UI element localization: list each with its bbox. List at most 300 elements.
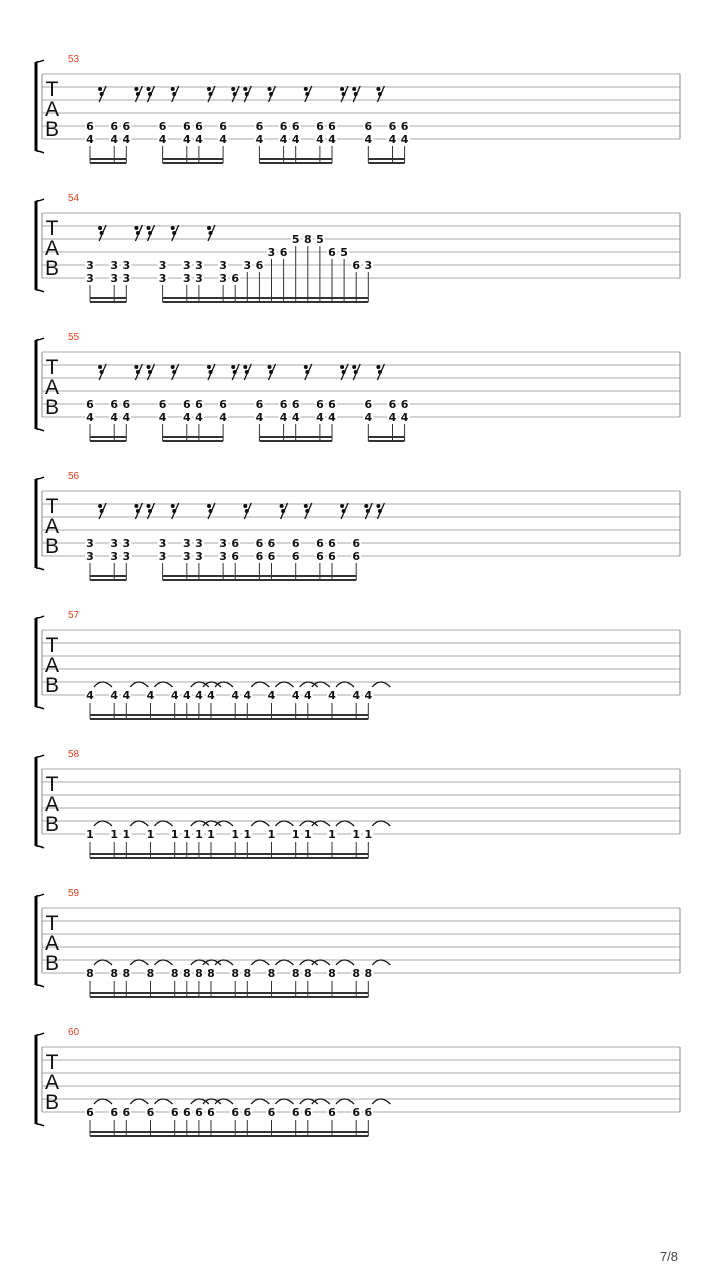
tab-clef-letter: T [45,912,59,935]
fret-number: 6 [86,120,94,133]
fret-number: 3 [158,259,167,272]
tie-arc [372,682,390,687]
tab-clef-letter: A [44,932,60,955]
rest-dot [134,365,138,369]
rest-dot [207,504,211,508]
tab-system [36,888,680,997]
fret-number: 6 [364,398,373,411]
fret-number: 3 [182,272,191,285]
tab-clef-letter: T [45,356,59,379]
rest-dot [147,504,151,508]
fret-number: 6 [182,1106,191,1119]
fret-number: 8 [207,967,215,980]
fret-number: 6 [86,1106,94,1119]
fret-number: 6 [388,120,397,133]
fret-number: 6 [279,120,288,133]
fret-number: 3 [182,537,191,550]
tie-arc [130,821,148,826]
fret-number: 4 [182,133,191,146]
fret-number: 4 [291,689,300,702]
fret-number: 4 [255,133,264,146]
tie-arc [336,821,354,826]
tab-clef-letter: T [45,773,59,796]
fret-number: 3 [110,259,119,272]
rest-dot [171,87,175,91]
tie-arc [372,960,390,965]
fret-number: 6 [328,550,336,563]
rest-dot [340,87,344,91]
rest-dot [100,92,104,96]
fret-number: 6 [279,246,288,259]
fret-number: 6 [122,1106,131,1119]
tie-arc [130,682,148,687]
fret-number: 4 [195,689,203,702]
tie-arc [372,1099,390,1104]
fret-number: 1 [352,828,361,841]
rest-dot [134,226,138,230]
fret-number: 6 [219,398,227,411]
fret-number: 1 [328,828,336,841]
fret-number: 8 [182,967,191,980]
rest-dot [376,504,380,508]
fret-number: 4 [243,689,252,702]
fret-number: 4 [86,133,94,146]
fret-number: 3 [86,537,94,550]
rest-dot [136,231,140,235]
rest-dot [354,370,358,374]
fret-number: 6 [255,537,264,550]
fret-number: 1 [303,828,312,841]
tab-clef-letter: T [45,1051,59,1074]
fret-number: 4 [122,689,131,702]
fret-number: 3 [158,550,167,563]
fret-number: 3 [110,537,119,550]
rest-dot [376,87,380,91]
rest-dot [100,509,104,513]
fret-number: 4 [328,689,336,702]
rest-dot [340,365,344,369]
fret-number: 3 [122,550,131,563]
rest-dot [364,504,368,508]
tie-arc [276,960,294,965]
fret-number: 4 [364,411,373,424]
tab-system [36,332,680,441]
rest-dot [148,92,152,96]
tie-arc [312,960,330,965]
rest-dot [231,365,235,369]
tab-system [36,610,680,719]
tie-arc [130,1099,148,1104]
fret-number: 6 [364,120,373,133]
rest-dot [98,87,102,91]
fret-number: 6 [328,120,336,133]
fret-number: 6 [231,1106,240,1119]
fret-number: 6 [316,120,324,133]
tie-arc [336,682,354,687]
fret-number: 6 [219,120,227,133]
tie-arc [251,682,269,687]
tie-arc [215,1099,233,1104]
fret-number: 6 [352,537,361,550]
rest-dot [147,87,151,91]
fret-number: 4 [122,133,131,146]
fret-number: 6 [195,398,203,411]
tie-arc [276,1099,294,1104]
rest-dot [268,365,272,369]
fret-number: 6 [110,1106,119,1119]
fret-number: 4 [219,411,227,424]
measure-number: 56 [68,471,80,482]
fret-number: 4 [255,411,264,424]
tie-arc [130,960,148,965]
fret-number: 6 [122,120,131,133]
rest-dot [352,87,356,91]
rest-dot [378,370,382,374]
fret-number: 4 [86,411,94,424]
rest-dot [98,365,102,369]
rest-dot [243,365,247,369]
fret-number: 6 [400,398,409,411]
fret-number: 4 [303,689,312,702]
rest-dot [245,509,249,513]
fret-number: 6 [316,398,324,411]
fret-number: 8 [195,967,203,980]
fret-number: 8 [291,967,300,980]
fret-number: 3 [195,550,203,563]
rest-dot [233,92,237,96]
tie-arc [372,821,390,826]
fret-number: 4 [110,133,119,146]
fret-number: 3 [182,550,191,563]
rest-dot [136,370,140,374]
measure-number: 58 [68,749,80,760]
fret-number: 6 [328,398,336,411]
fret-number: 4 [182,689,191,702]
fret-number: 3 [195,272,203,285]
rest-dot [172,370,176,374]
fret-number: 4 [291,133,300,146]
rest-dot [281,509,285,513]
fret-number: 1 [195,828,203,841]
tie-arc [312,682,330,687]
measure-number: 57 [68,610,80,621]
rest-dot [340,504,344,508]
rest-dot [269,92,273,96]
rest-dot [209,231,213,235]
tab-clef-letter: A [44,654,60,677]
rest-dot [134,504,138,508]
fret-number: 6 [255,550,264,563]
fret-number: 6 [328,1106,336,1119]
fret-number: 3 [182,259,191,272]
tab-clef-letter: A [44,1071,60,1094]
fret-number: 4 [279,133,288,146]
rest-dot [148,509,152,513]
fret-number: 6 [231,537,240,550]
rest-dot [136,92,140,96]
fret-number: 4 [328,411,336,424]
rest-dot [171,365,175,369]
rest-dot [305,370,309,374]
rest-dot [148,231,152,235]
fret-number: 4 [195,411,203,424]
fret-number: 6 [291,537,300,550]
rest-dot [207,365,211,369]
fret-number: 1 [182,828,191,841]
measure-number: 54 [68,193,80,204]
fret-number: 6 [231,272,240,285]
fret-number: 3 [110,272,119,285]
rest-dot [378,509,382,513]
tab-clef-letter: B [44,535,60,558]
rest-dot [342,509,346,513]
fret-number: 3 [267,246,276,259]
rest-dot [233,370,237,374]
fret-number: 6 [110,120,119,133]
tab-clef-letter: T [45,495,59,518]
rest-dot [172,92,176,96]
fret-number: 1 [207,828,215,841]
fret-number: 5 [340,246,348,259]
fret-number: 3 [364,259,373,272]
rest-dot [172,509,176,513]
rest-dot [352,365,356,369]
fret-number: 8 [352,967,361,980]
tie-arc [94,1099,112,1104]
fret-number: 8 [267,967,276,980]
fret-number: 1 [170,828,179,841]
rest-dot [171,504,175,508]
rest-dot [148,370,152,374]
tie-arc [155,960,173,965]
tie-arc [155,821,173,826]
fret-number: 6 [146,1106,155,1119]
fret-number: 1 [291,828,300,841]
fret-number: 4 [279,411,288,424]
fret-number: 8 [146,967,155,980]
fret-number: 3 [122,259,131,272]
fret-number: 6 [279,398,288,411]
rest-dot [147,365,151,369]
fret-number: 4 [110,411,119,424]
rest-dot [280,504,284,508]
fret-number: 6 [364,1106,373,1119]
fret-number: 1 [146,828,155,841]
fret-number: 4 [364,133,373,146]
fret-number: 6 [328,537,336,550]
fret-number: 4 [316,133,324,146]
measure-number: 59 [68,888,80,899]
rest-dot [209,370,213,374]
tab-clef-letter: T [45,634,59,657]
fret-number: 4 [388,411,397,424]
fret-number: 6 [267,1106,276,1119]
tie-arc [155,682,173,687]
fret-number: 6 [110,398,119,411]
fret-number: 4 [291,411,300,424]
fret-number: 1 [86,828,94,841]
fret-number: 6 [255,259,264,272]
rest-dot [304,504,308,508]
rest-dot [171,226,175,230]
tab-clef-letter: A [44,376,60,399]
tie-arc [215,682,233,687]
fret-number: 6 [352,259,361,272]
fret-number: 6 [207,1106,215,1119]
rest-dot [172,231,176,235]
tie-arc [276,682,294,687]
fret-number: 8 [243,967,252,980]
fret-number: 6 [352,1106,361,1119]
rest-dot [98,504,102,508]
tab-clef-letter: B [44,813,60,836]
fret-number: 8 [122,967,131,980]
fret-number: 3 [122,272,131,285]
tie-arc [312,1099,330,1104]
fret-number: 3 [122,537,131,550]
fret-number: 8 [86,967,94,980]
fret-number: 4 [182,411,191,424]
fret-number: 6 [182,398,191,411]
tie-arc [336,1099,354,1104]
tab-system [36,54,680,163]
fret-number: 6 [182,120,191,133]
fret-number: 4 [400,411,409,424]
fret-number: 3 [195,537,203,550]
fret-number: 3 [86,259,94,272]
rest-dot [245,92,249,96]
fret-number: 1 [364,828,373,841]
tie-arc [94,682,112,687]
fret-number: 1 [231,828,240,841]
fret-number: 8 [328,967,336,980]
fret-number: 6 [195,120,203,133]
rest-dot [268,87,272,91]
fret-number: 8 [231,967,240,980]
fret-number: 5 [316,233,324,246]
fret-number: 8 [170,967,179,980]
rest-dot [243,504,247,508]
rest-dot [304,87,308,91]
tab-clef-letter: T [45,78,59,101]
fret-number: 6 [122,398,131,411]
fret-number: 4 [388,133,397,146]
rest-dot [100,370,104,374]
fret-number: 3 [158,272,167,285]
fret-number: 6 [352,550,361,563]
fret-number: 6 [400,120,409,133]
tab-clef-letter: A [44,793,60,816]
rest-dot [209,509,213,513]
fret-number: 1 [267,828,276,841]
fret-number: 1 [110,828,119,841]
rest-dot [207,226,211,230]
fret-number: 3 [219,259,227,272]
fret-number: 4 [328,133,336,146]
fret-number: 4 [158,133,167,146]
rest-dot [147,226,151,230]
rest-dot [305,92,309,96]
fret-number: 6 [158,398,167,411]
fret-number: 6 [255,120,264,133]
fret-number: 3 [158,537,167,550]
tab-clef-letter: B [44,118,60,141]
fret-number: 6 [86,398,94,411]
measure-number: 55 [68,332,80,343]
fret-number: 6 [170,1106,179,1119]
fret-number: 4 [400,133,409,146]
tab-system [36,1027,680,1136]
fret-number: 3 [195,259,203,272]
fret-number: 1 [122,828,131,841]
rest-dot [376,365,380,369]
fret-number: 6 [291,550,300,563]
tie-arc [155,1099,173,1104]
tie-arc [251,821,269,826]
measure-number: 53 [68,54,80,65]
rest-dot [342,92,346,96]
tab-clef-letter: T [45,217,59,240]
tie-arc [94,821,112,826]
fret-number: 4 [170,689,179,702]
fret-number: 6 [291,398,300,411]
rest-dot [134,87,138,91]
fret-number: 3 [243,259,252,272]
fret-number: 8 [110,967,119,980]
rest-dot [231,87,235,91]
fret-number: 6 [388,398,397,411]
rest-dot [366,509,370,513]
fret-number: 4 [207,689,215,702]
tab-clef-letter: B [44,952,60,975]
fret-number: 6 [316,537,324,550]
fret-number: 4 [267,689,276,702]
fret-number: 4 [352,689,361,702]
fret-number: 6 [303,1106,312,1119]
tie-arc [336,960,354,965]
tab-clef-letter: B [44,257,60,280]
rest-dot [378,92,382,96]
fret-number: 3 [86,550,94,563]
tie-arc [215,821,233,826]
tie-arc [251,960,269,965]
fret-number: 6 [267,537,276,550]
page-number: 7/8 [659,1249,678,1264]
rest-dot [207,87,211,91]
fret-number: 4 [146,689,155,702]
fret-number: 3 [219,537,227,550]
rest-dot [209,92,213,96]
fret-number: 3 [219,550,227,563]
tie-arc [94,960,112,965]
rest-dot [98,226,102,230]
fret-number: 6 [243,1106,252,1119]
tie-arc [251,1099,269,1104]
rest-dot [342,370,346,374]
rest-dot [243,87,247,91]
tab-clef-letter: A [44,237,60,260]
fret-number: 4 [158,411,167,424]
rest-dot [100,231,104,235]
measure-number: 60 [68,1027,80,1038]
tab-system [36,193,680,302]
rest-dot [245,370,249,374]
fret-number: 6 [328,246,336,259]
fret-number: 6 [267,550,276,563]
fret-number: 3 [219,272,227,285]
fret-number: 4 [195,133,203,146]
fret-number: 6 [316,550,324,563]
